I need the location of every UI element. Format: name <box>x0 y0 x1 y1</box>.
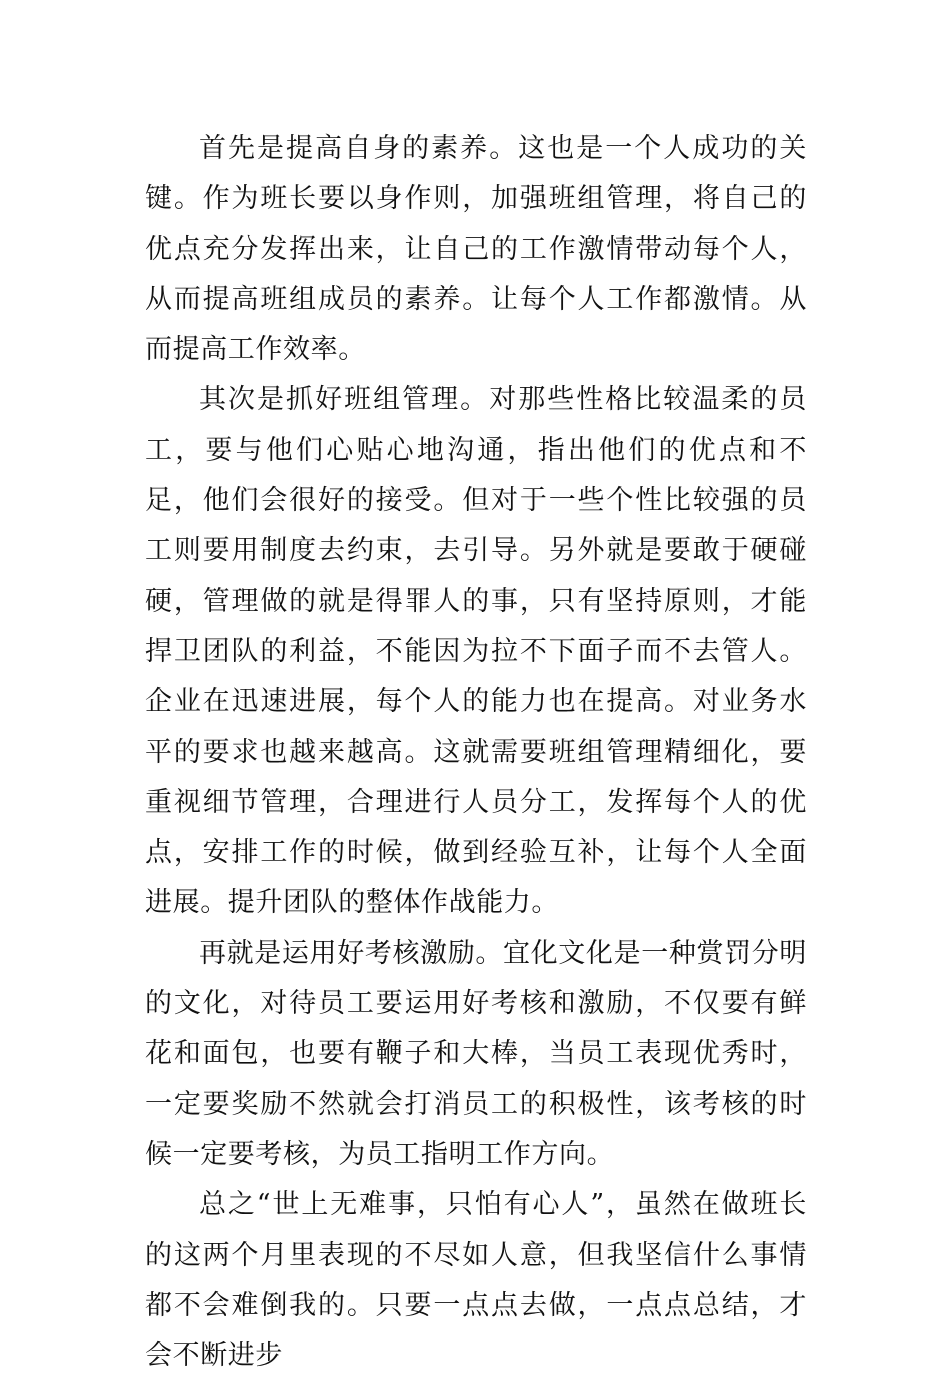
paragraph-4: 总之“世上无难事，只怕有心人”，虽然在做班长的这两个月里表现的不尽如人意，但我坚信什么事情都不会难倒我的。只要一点点去做，一点点总结，才会不断进步 <box>145 1189 807 1372</box>
body-text <box>145 124 807 1381</box>
paragraph-2: 其次是抓好班组管理。对那些性格比较温柔的员工，要与他们心贴心地沟通，指出他们的优点和不足，他们会很好的接受。但对于一些个性比较强的员工则要用制度去约束，去引导。另外就是要敢于硬碰硬，管理做的就是得罪人的事，只有坚持原则，才能捍卫团队的利益，不能因为拉不下面子而不去管人。企业在迅速进展，每个人的能力也在提高。对业务水平的要求也越来越高。这就需要班组管理精细化，要重视细节管理，合理进行人员分工，发挥每个人的优点，安排工作的时候，做到经验互补，让每个人全面进展。提升团队的整体作战能力。 <box>145 384 807 919</box>
paragraph-1: 首先是提高自身的素养。这也是一个人成功的关键。作为班长要以身作则，加强班组管理，将自己的优点充分发挥出来，让自己的工作激情带动每个人，从而提高班组成员的素养。让每个人工作都激情。从而提高工作效率。 <box>145 133 807 366</box>
paragraph-3: 再就是运用好考核激励。宜化文化是一种赏罚分明的文化，对待员工要运用好考核和激励，不仅要有鲜花和面包，也要有鞭子和大棒，当员工表现优秀时，一定要奖励不然就会打消员工的积极性，该考核的时候一定要考核，为员工指明工作方向。 <box>145 937 807 1170</box>
